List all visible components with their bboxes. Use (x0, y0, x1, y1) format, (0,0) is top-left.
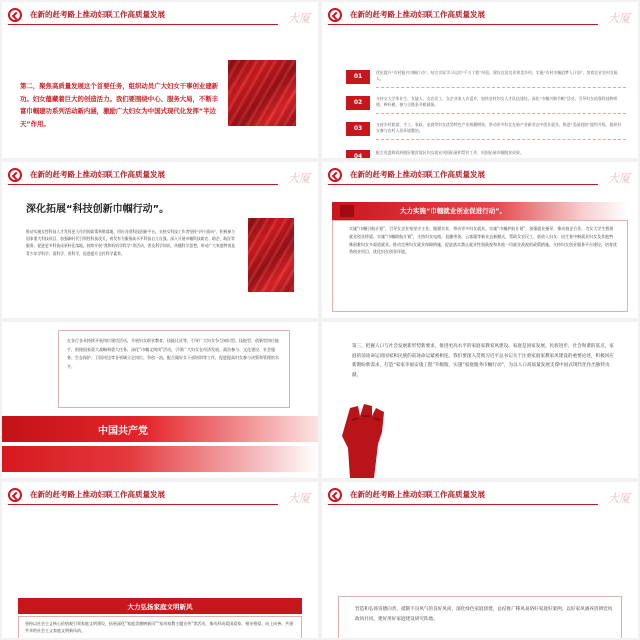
body-text: 实施“巾帼引航计划”，引导女企业家坚守主业、做强实业，带动更多妇女就业。实施“巾帼护航计划”，加强就业指导，推动校企合作，为女大学生搭建就业创业桥梁。实施“巾帼助航计划”，支持妇女电商、直播带货、云客服等新业态新模式，帮助女农民工、低收入妇女、因生育中断就业妇女及其他特殊困难妇女多渠道就业。推动完善妇女就业保障措施，促进落实禁止就业性别歧视和其他一切就业歧视的政策措施，支持妇女创业服务平台建设，培育优秀创业项目，优化妇女创业环境。 (349, 226, 617, 255)
slide-5 (2, 322, 318, 478)
red-silk-image (228, 60, 296, 126)
back-circle-icon[interactable] (328, 8, 342, 22)
slide-2 (322, 2, 638, 158)
signature-logo: 大厦 (288, 172, 310, 185)
header-title: 在新的赶考路上推动妇联工作高质量发展 (350, 490, 485, 499)
slide-header (322, 2, 638, 30)
signature-logo: 大厦 (288, 492, 310, 505)
slide-header (2, 2, 318, 30)
header-title: 在新的赶考路上推动妇联工作高质量发展 (30, 490, 165, 499)
back-circle-icon[interactable] (8, 168, 22, 182)
header-title: 在新的赶考路上推动妇联工作高质量发展 (30, 170, 165, 179)
item-divider (376, 113, 626, 114)
red-banner (2, 416, 318, 442)
section-heading: 深化拓展“科技创新巾帼行动”。 (26, 204, 170, 215)
slide-4 (322, 162, 638, 318)
header-divider (8, 184, 278, 185)
slide-8 (322, 482, 638, 638)
signature-logo: 大厦 (288, 12, 310, 25)
back-circle-icon[interactable] (328, 488, 342, 502)
slide-header (322, 482, 638, 510)
header-divider (8, 24, 278, 25)
slide-header (2, 482, 318, 510)
list-item (346, 122, 626, 140)
header-divider (328, 504, 598, 505)
header-divider (8, 504, 278, 505)
signature-logo: 大厦 (608, 172, 630, 185)
list-item (346, 96, 626, 114)
banner-title: 大力弘扬家庭文明新风 (127, 603, 193, 611)
item-text: 优化提升“乡村振兴巾帼行动”，结合实际学习运用“千万工程”经验，建设宜居宜业和美乡村。实施“乡村巾帼追梦人计划”，培育农业农村女能人。 (376, 70, 618, 81)
red-banner-lower (2, 446, 318, 472)
raised-fist-icon (338, 402, 388, 478)
item-number: 01 (346, 70, 370, 84)
back-circle-icon[interactable] (328, 168, 342, 182)
slide-1 (2, 2, 318, 158)
item-number: 04 (346, 150, 370, 158)
signature-logo: 大厦 (608, 492, 630, 505)
signature-logo: 大厦 (608, 12, 630, 25)
text-box (338, 596, 622, 638)
slide-header (2, 162, 318, 190)
red-silk-image (248, 218, 294, 292)
banner-title: 大力实施“巾帼就业创业促进行动”。 (400, 207, 507, 215)
list-item (346, 70, 626, 88)
text-box (332, 220, 628, 312)
body-text: 推动实施女性科技人才发挥更大作用的政策举措落地，用好各类科技创新平台，支持女科技工作者坚持“四个面向”，积极参与国家重大科技项目，加强新时代引领性科技攻关，着发有为服务高水平科技自立自强。深入开展巾帼科技助农、助企、助医等服务，促进更多科技成果转化落地。持续开展“我和妈妈学科学”等活动，普及科学知识，传播科学思想，带动广大家庭特别是青少年学科学、爱科学、用科学，促进提升全民科学素养。 (26, 229, 235, 256)
slide-7 (2, 482, 318, 638)
header-title: 在新的赶考路上推动妇联工作高质量发展 (350, 10, 485, 19)
back-circle-icon[interactable] (8, 8, 22, 22)
item-text: 支持乡村旅游、手工、家政、电商等妇女优势特色产业规模增效，带动更多妇女在新产业新业态中创业就业。推进“美丽庭院”提档升级，组织妇女参与农村人居环境整治。 (376, 122, 622, 133)
header-title: 在新的赶考路上推动妇联工作高质量发展 (350, 170, 485, 179)
body-text: 坚持以社会主义核心价值观引领家庭文明建设，拓展深化“家庭美德树新风”“家风家教主题宣传”等活动，推动形成爱国爱家、相亲相爱、向上向善、共建共享的社会主义家庭文明新风尚。 (25, 621, 294, 633)
text-box (18, 616, 302, 638)
header-divider (328, 24, 598, 25)
item-number: 03 (346, 122, 370, 136)
item-divider (376, 87, 626, 88)
back-circle-icon[interactable] (8, 488, 22, 502)
header-title: 在新的赶考路上推动妇联工作高质量发展 (30, 10, 165, 19)
band-title: 中国共产党 (98, 426, 148, 437)
item-divider (376, 139, 626, 140)
header-divider (328, 184, 598, 185)
list-item (346, 150, 626, 158)
text-box (58, 330, 290, 408)
item-text: 配合党委和政府做好脱贫地区妇女就业巩固拓展和帮扶工作，巩固拓展巾帼脱贫成果。 (376, 150, 524, 155)
section-banner (332, 202, 628, 220)
slide-3 (2, 162, 318, 318)
item-number: 02 (346, 96, 370, 110)
section-banner (18, 598, 302, 614)
slide-6 (322, 322, 638, 478)
item-text: 支持女大学毕业生、女能人、女农民工、女企业家入乡返乡，加快农村妇女人才队伍建设。深化“巾帼兴粮节粮”活动，引导妇女依靠科技种养殖、种好粮、参与全链条节粮减损。 (376, 96, 618, 107)
body-text: 第三，把握人口与社会发展新形势新要求，推进更高水平的家庭家教家风建设。家庭是国家发展、民族进步、社会和谐的基点，家庭的前途命运同国家和民族的前途命运紧密相连。我们要深入贯彻习近平总书记关于注重家庭家教家风建设的重要论述，积极回应新期盼新需求，打造“家家幸福安康工程”升级版，实施“家庭服务巾帼行动”，为以人口高质量发展支撑中国式现代化作出独特贡献。 (352, 344, 614, 378)
party-flag-icon (340, 205, 354, 217)
body-text: 在各行各业持续开展岗位建功活动，开展妇女职业教育、技能比武等，引导广大妇女争当知识型、技能型、创新型岗位能手，围绕国家重大战略和重大任务，深化“巾帼文明岗”活动，引领广大妇女在经济发展、政治参与、文化建设、社会服务、生态保护、卫国戍边等各领域立足岗位、争创一流。配合做好女干部培训等工作，促进提高妇女参与决策和管理的水平。 (67, 338, 279, 369)
body-text: 营造和弘扬崇德向善、抵制不良风气的良好风尚，深化绿色家庭创建，总结推广移风易俗好家庭好案例，以好家风涵养清朗党风政风社风，建好用好家庭建设研究阵地。 (355, 607, 613, 622)
body-text: 第二，聚焦高质量发展这个首要任务，组织动员广大妇女干事创业建新功。妇女蕴藏着巨大的创造活力。我们要围绕中心、服务大局，不断丰富巾帼建功系列活动新内涵，激励广大妇女为中国式现代化发挥“半边天”作用。 (20, 82, 219, 128)
slide-header (322, 162, 638, 190)
